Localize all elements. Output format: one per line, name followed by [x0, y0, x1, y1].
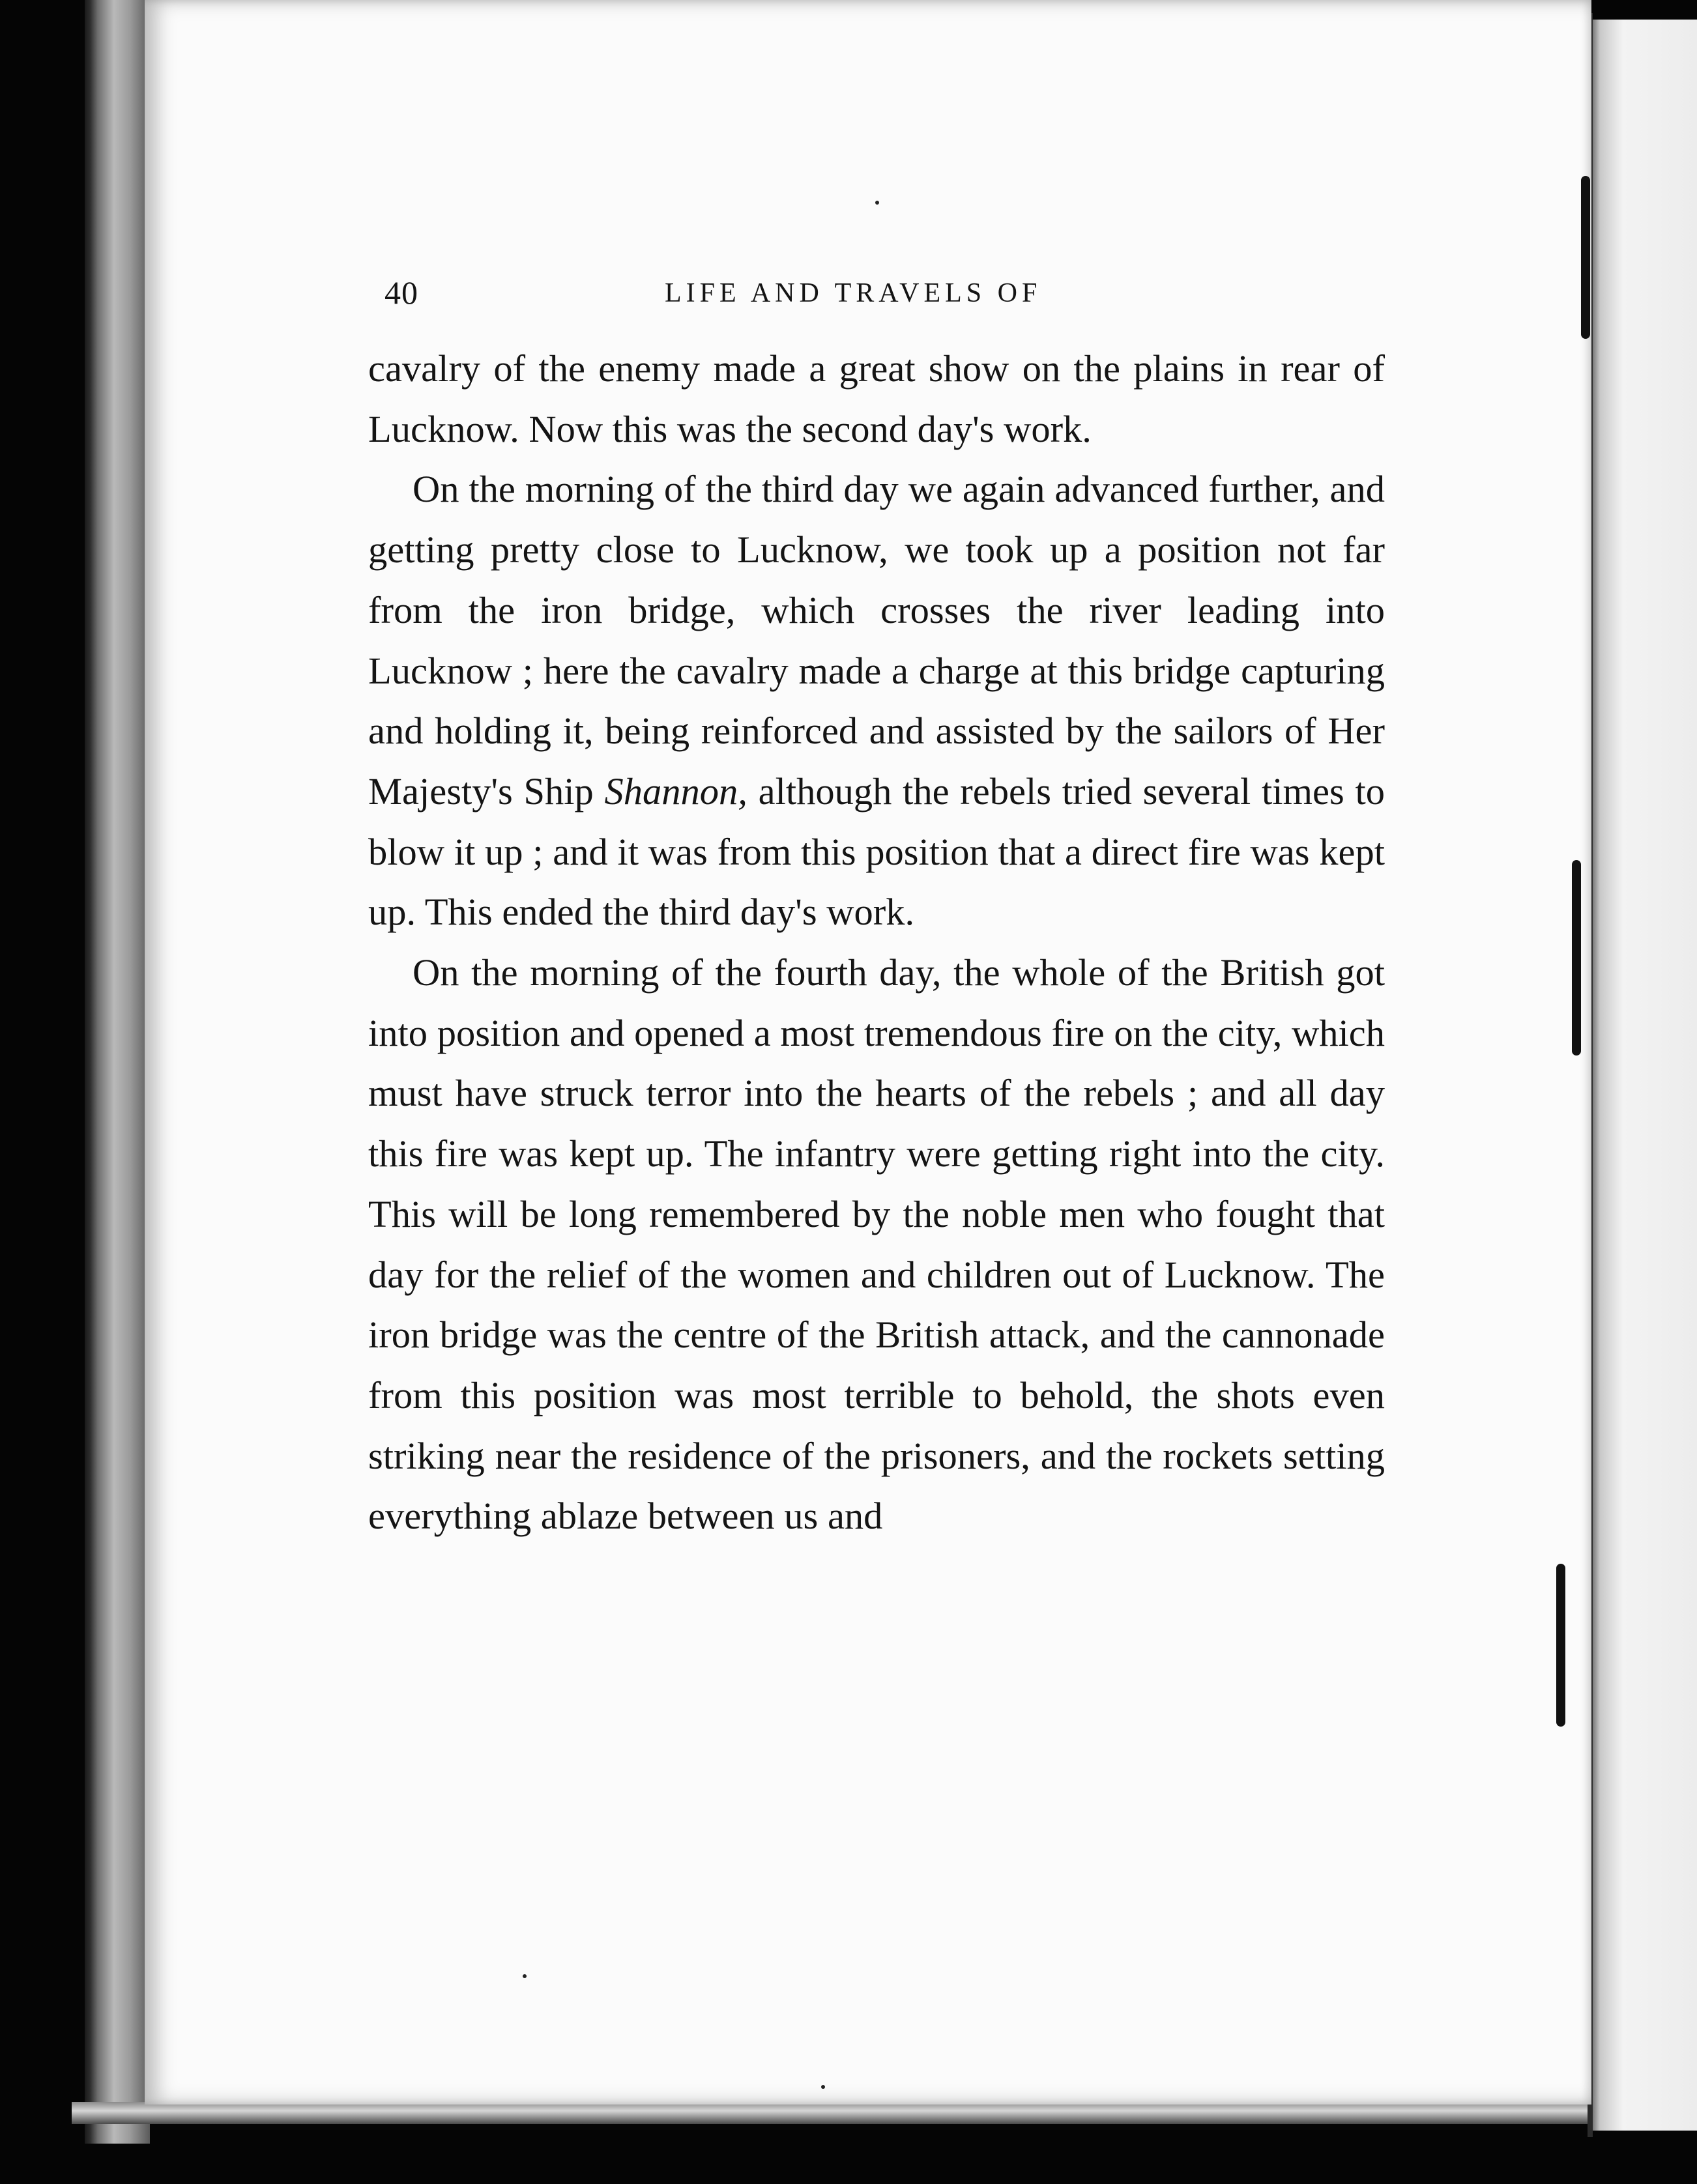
- running-head: LIFE AND TRAVELS OF: [665, 278, 1042, 308]
- dust-speck: [821, 2085, 825, 2089]
- page-number: 40: [384, 274, 418, 311]
- binding-clip-mark: [1556, 1564, 1565, 1727]
- text-segment: On the morning of the third day we again advanced further, and getting pretty close to Lucknow, we took up a position not far from the iron bridge, which crosses the river leading into Lucknow ; here the cavalry made a charge at this bridge capturing and holding it, being reinforced and assisted by the sailors of Her Majesty's Ship: [368, 468, 1385, 812]
- paragraph: [368, 943, 1385, 1547]
- binding-clip-mark: [1572, 860, 1581, 1056]
- text-segment: On the morning of the fourth day, the whole of the British got into position and opened a most tremendous fire on the city, which must have struck terror into the hearts of the rebels ; and all day this fire was kept up. The infantry were getting right into the city. This will be long remembered by the noble men who fought that day for the relief of the women and children out of Lucknow. The iron bridge was the centre of the British attack, and the cannonade from this position was most terrible to behold, the shots even striking near the residence of the prisoners, and the rockets setting everything ablaze between us and: [368, 951, 1385, 1538]
- body-text: [368, 339, 1385, 1547]
- italic-text: Shannon,: [604, 769, 747, 812]
- dust-speck: [523, 1974, 527, 1978]
- facing-page-edge: [1591, 20, 1697, 2131]
- page-bottom-edge: [72, 2102, 1636, 2124]
- page-header: [384, 274, 1388, 313]
- book-cover-edge: [85, 0, 150, 2144]
- paragraph: [368, 459, 1385, 943]
- binding-clip-mark: [1581, 176, 1590, 339]
- dust-speck: [875, 201, 879, 205]
- text-segment: cavalry of the enemy made a great show on the plains in rear of Lucknow. Now this was the second day's work.: [368, 347, 1385, 450]
- paragraph: [368, 339, 1385, 459]
- text-segment: although the rebels tried several times to blow it up ; and it was from this position that a direct fire was kept up. This ended the third day's work.: [368, 769, 1385, 934]
